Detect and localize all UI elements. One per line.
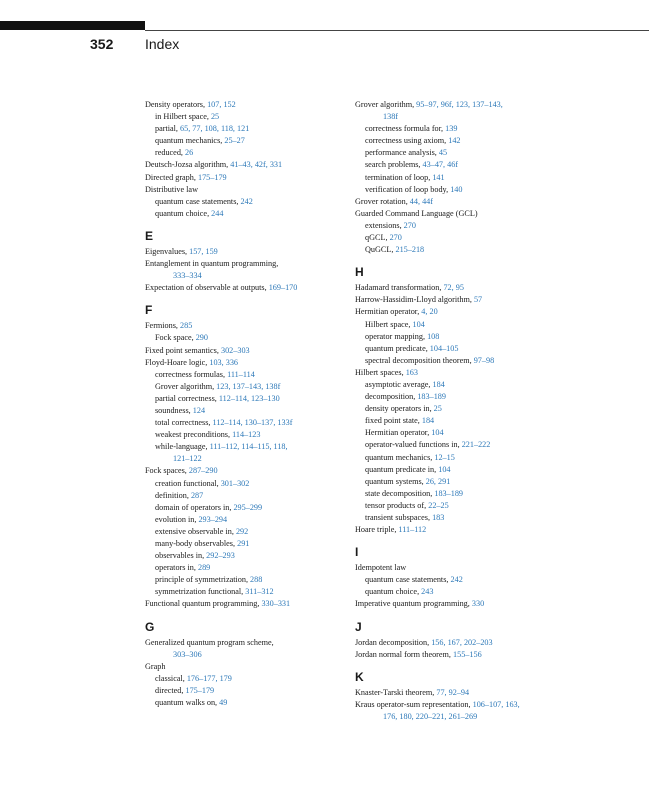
page-reference-link[interactable]: 163 [405,367,418,377]
page-reference-link[interactable]: 215–218 [395,245,425,255]
entry-term: creation functional, [155,478,221,488]
section-heading-h: H [355,265,364,280]
entry-term: quantum mechanics, [155,136,225,146]
index-subentry [355,476,560,488]
index-subentry [145,550,350,562]
page-reference-link[interactable]: 142 [448,136,461,146]
section-heading-i: I [355,545,359,560]
index-subentry [145,441,350,453]
entry-term: Distributive law [145,184,198,194]
page-reference-link[interactable]: 244 [211,208,224,218]
index-subentry [145,685,350,697]
page-reference-link[interactable]: 108 [427,331,440,341]
index-subentry [355,244,560,256]
index-entry [145,246,350,258]
page-reference-link[interactable]: 57 [473,295,483,305]
entry-term: state decomposition, [365,488,435,498]
page-reference-link[interactable]: 111–112 [398,525,427,535]
entry-term: Fock space, [155,333,196,343]
entry-term: QuGCL, [365,245,396,255]
entry-term: Floyd-Hoare logic, [145,357,210,367]
entry-term: correctness using axiom, [365,136,449,146]
page-reference-link[interactable]: 104 [431,428,444,438]
index-subentry [355,111,560,123]
page-reference-link[interactable]: 140 [450,184,463,194]
entry-term: Jordan decomposition, [355,637,432,647]
page-reference-link[interactable]: 112–114, 123–130 [218,393,280,403]
entry-term: Fermions, [145,321,181,331]
page-reference-link[interactable]: 302–303 [220,345,250,355]
index-entry [145,184,350,196]
page-reference-link[interactable]: 43–47, 46f [422,160,459,170]
entry-term: evolution in, [155,514,199,524]
page-reference-link[interactable]: 176–177, 179 [186,673,232,683]
entry-term: observables in, [155,551,207,561]
entry-term: Imperative quantum programming, [355,599,472,609]
page-reference-link[interactable]: 26 [185,148,194,158]
index-subentry [145,393,350,405]
index-subentry [355,379,560,391]
page-reference-link[interactable]: 65, 77, 108, 118, 121 [180,124,250,134]
entry-term: in Hilbert space, [155,112,211,122]
index-subentry [145,586,350,598]
index-subentry [355,123,560,135]
entry-term: soundness, [155,405,193,415]
index-subentry [145,111,350,123]
entry-term: tensor products of, [365,500,429,510]
page-reference-link[interactable]: 270 [403,220,416,230]
section-spacer [355,256,560,265]
entry-term: Entanglement in quantum programming, [145,259,279,269]
index-entry [145,282,350,294]
index-subentry [145,417,350,429]
page-reference-link[interactable]: 333–334 [173,271,202,281]
index-subentry [145,123,350,135]
entry-term: Idempotent law [355,563,407,573]
page-reference-link[interactable]: 141 [432,172,445,182]
index-subentry [145,332,350,344]
entry-term: Grover algorithm, [355,100,417,109]
index-entry [145,661,350,673]
index-column-left [145,99,350,709]
page-reference-link[interactable]: 49 [219,698,228,708]
index-entry [355,99,560,111]
page-reference-link[interactable]: 44, 44f [409,196,433,206]
index-subentry [145,490,350,502]
page-reference-link[interactable]: 288 [250,575,263,585]
index-subentry [145,405,350,417]
entry-term: quantum case statements, [155,196,241,206]
page-reference-link[interactable]: 221–222 [461,440,491,450]
index-subentry [355,464,560,476]
page-reference-link[interactable]: 12–15 [434,452,455,462]
index-subentry [145,538,350,550]
index-subentry [145,562,350,574]
page-reference-link[interactable]: 290 [195,333,208,343]
index-entry [355,637,560,649]
entry-term: Eigenvalues, [145,246,190,256]
entry-term: Hadamard transformation, [355,283,444,293]
index-subentry [355,184,560,196]
section-spacer [355,661,560,670]
page-reference-link[interactable]: 292–293 [206,551,235,561]
entry-term: verification of loop body, [365,184,451,194]
entry-term: decomposition, [365,392,418,402]
entry-term: density operators in, [365,404,434,414]
index-subentry [145,135,350,147]
entry-term: Fixed point semantics, [145,345,221,355]
page-reference-link[interactable]: 295–299 [233,502,263,512]
entry-term: operator mapping, [365,331,428,341]
index-entry [355,367,560,379]
index-subentry [145,574,350,586]
section-heading-e: E [145,228,154,243]
index-subentry [355,574,560,586]
entry-term: Expectation of observable at outputs, [145,283,269,293]
entry-term: Kraus operator-sum representation, [355,699,473,709]
index-entry [355,562,560,574]
index-entry [355,306,560,318]
index-subentry [355,427,560,439]
entry-term: Grover rotation, [355,196,410,206]
index-subentry [145,453,350,465]
index-subentry [355,220,560,232]
index-entry [355,687,560,699]
page-reference-link[interactable]: 41–43, 42f, 331 [230,160,283,170]
page-reference-link[interactable]: 111–112, 114–115, 118, [209,442,288,452]
page-reference-link[interactable]: 72, 95 [443,283,464,293]
page-reference-link[interactable]: 25–27 [224,136,245,146]
index-entry [145,320,350,332]
index-column-right [355,99,560,723]
index-subentry [145,649,350,661]
entry-term: classical, [155,673,187,683]
page-reference-link[interactable]: 111–114 [227,369,255,379]
entry-term: extensions, [365,220,404,230]
page-reference-link[interactable]: 107, 152 [207,100,236,109]
page-reference-link[interactable]: 95–97, 96f, 123, 137–143, [416,100,503,109]
entry-term: Fock spaces, [145,466,189,476]
page-title: Index [145,36,180,52]
page-reference-link[interactable]: 25 [433,404,442,414]
index-entry [145,357,350,369]
index-subentry [355,172,560,184]
index-entry [145,465,350,477]
page-reference-link[interactable]: 291 [237,539,250,548]
page-reference-link[interactable]: 287 [190,490,204,500]
page-reference-link[interactable]: 103, 336 [209,357,239,367]
index-entry [145,637,350,649]
index-subentry [355,488,560,500]
entry-term: while-language, [155,442,210,452]
page-reference-link[interactable]: 175–179 [197,172,227,182]
section-heading-j: J [355,619,362,634]
page-reference-link[interactable]: 301–302 [220,478,250,488]
entry-term: asymptotic average, [365,379,433,389]
index-subentry [145,514,350,526]
page-reference-link[interactable]: 169–170 [268,283,298,293]
entry-term: Hoare triple, [355,525,399,535]
entry-term: Guarded Command Language (GCL) [355,208,478,218]
page-reference-link[interactable]: 184 [432,379,445,389]
page-reference-link[interactable]: 270 [389,233,402,243]
index-entry [355,196,560,208]
page-reference-link[interactable]: 123, 137–143, 138f [216,381,281,391]
index-subentry [355,415,560,427]
page-reference-link[interactable]: 104–105 [429,343,459,353]
entry-term: correctness formulas, [155,369,228,379]
page-reference-link[interactable]: 176, 180, 220–221, 261–269 [383,711,478,721]
index-entry [145,99,350,111]
index-subentry [355,586,560,598]
entry-term: spectral decomposition theorem, [365,355,474,365]
page-reference-link[interactable]: 156, 167, 202–203 [431,637,493,647]
section-heading-k: K [355,669,364,684]
page-reference-link[interactable]: 242 [240,196,253,206]
index-entry [355,598,560,610]
entry-term: extensive observable in, [155,526,236,536]
section-heading-f: F [145,303,153,318]
entry-term: quantum choice, [365,587,422,597]
index-subentry [355,147,560,159]
entry-term: domain of operators in, [155,502,234,512]
index-entry [355,699,560,711]
entry-term: fixed point state, [365,416,422,426]
page-reference-link[interactable]: 285 [180,321,193,331]
index-subentry [355,439,560,451]
page-reference-link[interactable]: 25 [210,112,220,122]
entry-term: search problems, [365,160,423,170]
entry-term: operator-valued functions in, [365,440,462,450]
index-subentry [355,232,560,244]
page-reference-link[interactable]: 183–189 [434,488,464,498]
index-entry [145,598,350,610]
page-reference-link[interactable]: 157, 159 [189,246,218,256]
index-subentry [145,381,350,393]
page-reference-link[interactable]: 183 [432,513,445,522]
index-subentry [355,355,560,367]
entry-term: correctness formula for, [365,124,446,134]
entry-term: quantum predicate in, [365,464,439,474]
page-reference-link[interactable]: 293–294 [198,514,228,524]
entry-term: many-body observables, [155,539,238,548]
page-reference-link[interactable]: 121–122 [173,454,202,464]
page-reference-link[interactable]: 287–290 [188,466,218,476]
entry-term: Hermitian operator, [365,428,432,438]
index-subentry [355,500,560,512]
page-reference-link[interactable]: 97–98 [473,355,495,365]
index-subentry [355,711,560,723]
index-subentry [145,697,350,709]
header-bar [0,21,145,30]
entry-term: Generalized quantum program scheme, [145,637,274,647]
page-reference-link[interactable]: 22–25 [428,500,449,510]
entry-term: Directed graph, [145,172,198,182]
page-reference-link[interactable]: 77, 92–94 [436,687,470,697]
entry-term: qGCL, [365,233,390,243]
page-reference-link[interactable]: 114–123 [232,430,261,440]
index-subentry [145,147,350,159]
page-reference-link[interactable]: 183–189 [417,392,446,402]
page-reference-link[interactable]: 45 [438,148,448,158]
page-reference-link[interactable]: 26, 291 [425,476,451,486]
page-reference-link[interactable]: 330–331 [261,599,291,609]
entry-term: quantum predicate, [365,343,430,353]
page-reference-link[interactable]: 303–306 [173,649,202,659]
index-entry [145,345,350,357]
page-reference-link[interactable]: 124 [192,405,206,415]
entry-term: quantum systems, [365,476,426,486]
entry-term: symmetrization functional, [155,587,246,597]
index-subentry [355,343,560,355]
header-rule [145,30,649,31]
index-subentry [355,512,560,524]
entry-term: Jordan normal form theorem, [355,649,453,659]
page-reference-link[interactable]: 311–312 [245,587,274,597]
entry-term: operators in, [155,563,198,573]
entry-term: quantum mechanics, [365,452,435,462]
index-entry [145,172,350,184]
entry-term: total correctness, [155,418,213,428]
page-reference-link[interactable]: 184 [421,416,435,426]
index-subentry [355,391,560,403]
section-spacer [355,536,560,545]
page-reference-link[interactable]: 289 [197,563,211,573]
index-subentry [145,369,350,381]
entry-term: transient subspaces, [365,513,433,522]
index-entry [145,159,350,171]
index-entry [145,258,350,270]
entry-term: definition, [155,490,191,500]
index-entry [355,294,560,306]
page-reference-link[interactable]: 138f [383,112,399,122]
page-reference-link[interactable]: 242 [450,575,463,585]
page-reference-link[interactable]: 4, 20 [421,307,438,317]
index-entry [355,524,560,536]
page-reference-link[interactable]: 292 [235,526,249,536]
entry-term: weakest preconditions, [155,430,233,440]
index-subentry [145,502,350,514]
entry-term: principle of symmetrization, [155,575,251,585]
entry-term: Hilbert space, [365,319,413,329]
entry-term: Density operators, [145,100,208,109]
page-number: 352 [90,36,114,52]
page-reference-link[interactable]: 106–107, 163, [472,699,520,709]
index-subentry [145,673,350,685]
entry-term: Hermitian operator, [355,307,422,317]
entry-term: termination of loop, [365,172,433,182]
index-subentry [355,135,560,147]
entry-term: performance analysis, [365,148,439,158]
entry-term: Grover algorithm, [155,381,217,391]
entry-term: Knaster-Tarski theorem, [355,687,437,697]
page-reference-link[interactable]: 155–156 [453,649,482,659]
entry-term: directed, [155,685,186,695]
page-reference-link[interactable]: 139 [445,124,458,134]
section-spacer [145,294,350,303]
page-reference-link[interactable]: 330 [471,599,485,609]
entry-term: quantum case statements, [365,575,451,585]
entry-term: Functional quantum programming, [145,599,262,609]
entry-term: Hilbert spaces, [355,367,406,377]
index-entry [355,208,560,220]
index-subentry [145,478,350,490]
section-spacer [145,220,350,229]
section-spacer [145,611,350,620]
section-heading-g: G [145,619,155,634]
section-spacer [355,611,560,620]
index-subentry [145,526,350,538]
page-reference-link[interactable]: 104 [412,319,425,329]
page-reference-link[interactable]: 243 [421,587,434,597]
entry-term: Graph [145,661,166,671]
index-subentry [355,319,560,331]
index-subentry [355,452,560,464]
index-subentry [145,270,350,282]
index-subentry [355,331,560,343]
entry-term: reduced, [155,148,186,158]
entry-term: partial, [155,124,181,134]
index-subentry [145,429,350,441]
entry-term: quantum walks on, [155,698,220,708]
entry-term: Deutsch-Jozsa algorithm, [145,160,231,170]
index-subentry [355,403,560,415]
page-reference-link[interactable]: 175–179 [185,685,215,695]
index-subentry [145,196,350,208]
entry-term: Harrow-Hassidim-Lloyd algorithm, [355,295,474,305]
index-entry [355,649,560,661]
index-entry [355,282,560,294]
entry-term: quantum choice, [155,208,212,218]
index-subentry [355,159,560,171]
entry-term: partial correctness, [155,393,219,403]
index-subentry [145,208,350,220]
page-reference-link[interactable]: 104 [438,464,451,474]
page-reference-link[interactable]: 112–114, 130–137, 133f [212,418,293,428]
